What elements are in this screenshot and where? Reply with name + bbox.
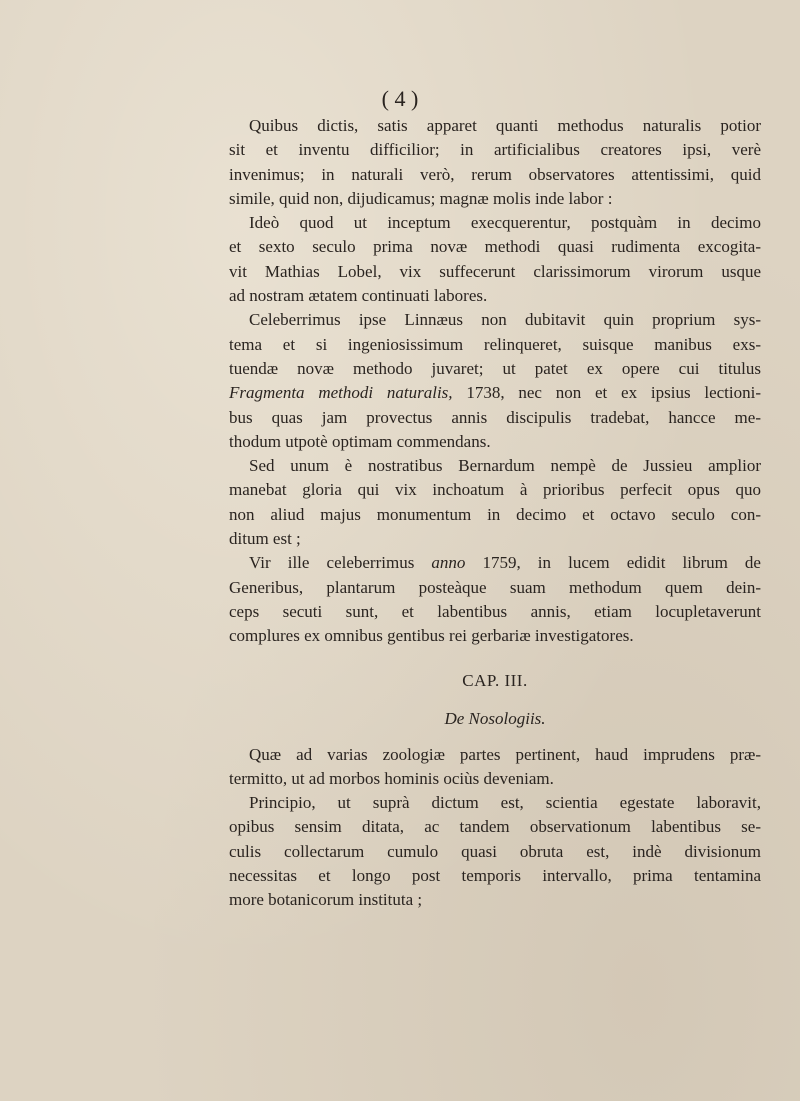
text-line: sit et inventu difficilior; in artificialibus creatores ipsi, verè [229, 140, 761, 160]
text-line: Sed unum è nostratibus Bernardum nempè de Jussieu amplior [249, 456, 761, 476]
text-line: culis collectarum cumulo quasi obruta est, indè divisionum [229, 841, 761, 861]
anno-word: anno [431, 553, 466, 573]
text-line: Generibus, plantarum posteàque suam methodum quem dein- [229, 577, 761, 597]
text-line [229, 381, 761, 405]
body-text [229, 114, 761, 913]
text-line: termitto, ut ad morbos hominis ociùs deveniam. [229, 768, 554, 788]
paragraph-lobel [229, 211, 761, 308]
text-line: tema et si ingeniosissimum relinqueret, suisque manibus exs- [229, 334, 761, 354]
text-line: ditum est ; [229, 529, 301, 549]
text-line: ad nostram ætatem continuati labores. [229, 286, 488, 306]
text-line-rest: 1738, nec non et ex ipsius lectioni- [452, 383, 761, 403]
paragraph-principio [229, 791, 761, 912]
text-line: Ideò quod ut inceptum execquerentur, postquàm in decimo [249, 213, 761, 233]
text-line: manebat gloria qui vix inchoatum à prioribus perfecit opus quo [229, 480, 761, 500]
text-line: Quæ ad varias zoologiæ partes pertinent, haud imprudens præ- [249, 744, 761, 764]
paragraph-vir-ille [229, 551, 761, 648]
text-line: Principio, ut suprà dictum est, scientia egestate laboravit, [249, 793, 761, 813]
text-line-rest: 1759, in lucem edidit librum de [465, 553, 761, 573]
text-line: Celeberrimus ipse Linnæus non dubitavit quin proprium sys- [249, 310, 761, 330]
text-line: thodum utpotè optimam commendans. [229, 431, 491, 451]
paragraph-linnaeus [229, 308, 761, 454]
page-number: ( 4 ) [381, 86, 419, 111]
text-line-start: Vir ille celeberrimus [249, 553, 432, 573]
text-line: Quibus dictis, satis apparet quanti methodus naturalis potior [249, 116, 761, 135]
text-line: necessitas et longo post temporis intervallo, prima tentamina [229, 866, 761, 886]
text-line: simile, quid non, dijudicamus; magnæ molis inde labor : [229, 188, 613, 208]
text-line: vit Mathias Lobel, vix suffecerunt clarissimorum virorum usque [229, 261, 761, 281]
chapter-subtitle: De Nosologiis. [444, 708, 546, 728]
text-line: non aliud majus monumentum in decimo et octavo seculo con- [229, 504, 761, 524]
text-line [229, 551, 761, 575]
text-line: bus quas jam provectus annis discipulis tradebat, hancce me- [229, 407, 761, 427]
text-line: et sexto seculo prima novæ methodi quasi rudimenta excogita- [229, 237, 761, 257]
text-line: ceps secuti sunt, et labentibus annis, etiam locupletaverunt [229, 601, 761, 621]
text-line: opibus sensim ditata, ac tandem observationum labentibus se- [229, 817, 761, 837]
text-line: complures ex omnibus gentibus rei gerbariæ investigatores. [229, 626, 634, 646]
chapter-heading: CAP. III. [462, 670, 528, 690]
text-line: invenimus; in naturali verò, rerum observatores attentissimi, quid [229, 164, 761, 184]
paragraph-methodus [229, 114, 761, 211]
work-title: Fragmenta methodi naturalis, [229, 383, 453, 403]
text-line: more botanicorum instituta ; [229, 890, 423, 910]
paragraph-jussieu [229, 454, 761, 551]
text-line: tuendæ novæ methodo juvaret; ut patet ex opere cui titulus [229, 358, 761, 378]
paragraph-zoologia [229, 743, 761, 792]
